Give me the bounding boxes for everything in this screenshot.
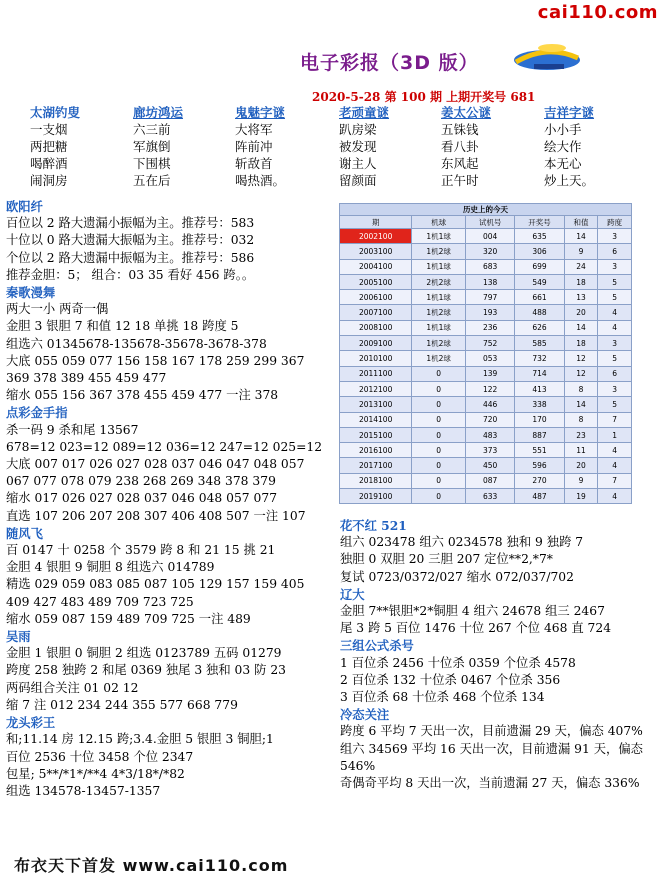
riddle-text: 阵前冲 xyxy=(235,139,273,154)
section-line: 409 427 483 489 709 723 725 xyxy=(6,594,194,609)
right-column xyxy=(340,517,660,792)
history-cell: 0 xyxy=(412,381,466,396)
history-cell: 14 xyxy=(564,320,598,335)
footer: 布衣天下首发 www.cai110.com xyxy=(14,856,289,875)
section-line: 组选 134578-13457-1357 xyxy=(6,783,161,798)
section-line: 缩水 059 087 159 489 709 725 一注 489 xyxy=(6,611,251,626)
history-cell: 0 xyxy=(412,397,466,412)
history-cell: 2004100 xyxy=(340,259,412,274)
history-cell: 20 xyxy=(564,305,598,320)
history-cell: 0 xyxy=(412,443,466,458)
history-cell: 4 xyxy=(598,305,632,320)
history-cell: 5 xyxy=(598,290,632,305)
riddle-text: 斩敌首 xyxy=(235,156,273,171)
history-cell: 7 xyxy=(598,412,632,427)
history-cell: 720 xyxy=(465,412,514,427)
history-cell: 1 xyxy=(598,427,632,442)
history-cell: 270 xyxy=(515,473,564,488)
history-cell: 087 xyxy=(465,473,514,488)
section-line: 和;11.14 房 12.15 跨;3.4.金胆 5 银胆 3 铜胆;1 xyxy=(6,732,274,747)
history-cell: 12 xyxy=(564,366,598,381)
section-line: 杀一码 9 杀和尾 13567 xyxy=(6,422,139,437)
history-header-cell: 和值 xyxy=(564,216,598,229)
site-url: cai110.com xyxy=(537,2,658,23)
section-line: 包星; 5**/*1*/**4 4*3/18*/*82 xyxy=(6,766,185,781)
history-caption: 历史上的今天 xyxy=(340,204,632,216)
history-row xyxy=(340,229,632,244)
history-cell: 0 xyxy=(412,458,466,473)
section-line: 推荐金胆：5； 组合：03 35 看好 456 跨。。 xyxy=(6,267,255,282)
section-line: 组六 023478 组六 0234578 独和 9 独跨 7 xyxy=(340,535,584,550)
section-line: 大底 055 059 077 156 158 167 178 259 299 367 xyxy=(6,353,305,368)
history-cell: 2005100 xyxy=(340,274,412,289)
section-line: 奇偶奇平均 8 天出一次，当前遗漏 27 天，偏态 336% xyxy=(340,776,640,791)
history-cell: 2016100 xyxy=(340,443,412,458)
history-row xyxy=(340,443,632,458)
riddle-text: 一支烟 xyxy=(30,122,68,137)
history-cell: 5 xyxy=(598,351,632,366)
section-line: 组选六 01345678-135678-35678-3678-378 xyxy=(6,336,267,351)
left-column xyxy=(6,198,336,800)
history-cell: 9 xyxy=(564,244,598,259)
history-row xyxy=(340,412,632,427)
riddle-author: 姜太公谜 xyxy=(441,105,492,120)
section-line: 067 077 078 079 238 268 269 348 378 379 xyxy=(6,474,276,489)
history-cell: 2002100 xyxy=(340,229,412,244)
history-row xyxy=(340,366,632,381)
section-title: 随风飞 xyxy=(6,525,43,541)
riddle-text: 军旗倒 xyxy=(133,139,171,154)
riddle-author: 廊坊鸿运 xyxy=(133,105,184,120)
history-cell: 2015100 xyxy=(340,427,412,442)
section-line: 独胆 0 双胆 20 三胆 207 定位**2,*7* xyxy=(340,552,553,567)
history-cell: 11 xyxy=(564,443,598,458)
riddle-text: 下围棋 xyxy=(133,156,171,171)
history-cell: 236 xyxy=(465,320,514,335)
history-cell: 2006100 xyxy=(340,290,412,305)
history-cell: 683 xyxy=(465,259,514,274)
history-cell: 2008100 xyxy=(340,320,412,335)
riddle-table xyxy=(30,104,640,189)
section-line: 两大一小 两奇一偶 xyxy=(6,302,109,317)
brand-logo xyxy=(512,40,582,74)
riddle-text: 炒上天。 xyxy=(544,173,595,188)
history-header-cell: 试机号 xyxy=(465,216,514,229)
history-cell: 2019100 xyxy=(340,489,412,504)
section-line: 直选 107 206 207 208 307 406 408 507 一注 107 xyxy=(6,508,306,523)
history-cell: 2011100 xyxy=(340,366,412,381)
history-cell: 138 xyxy=(465,274,514,289)
riddle-text: 绘大作 xyxy=(544,139,582,154)
history-cell: 3 xyxy=(598,229,632,244)
history-cell: 1机2球 xyxy=(412,351,466,366)
section-title: 点彩金手指 xyxy=(6,405,68,421)
section-line: 组六 34569 平均 16 天出一次，目前遗漏 91 天，偏态 546% xyxy=(340,741,643,773)
riddle-author: 鬼魅字谜 xyxy=(235,105,286,120)
riddle-author: 吉祥字谜 xyxy=(544,105,595,120)
history-cell: 1机2球 xyxy=(412,305,466,320)
history-cell: 306 xyxy=(515,244,564,259)
history-cell: 1机1球 xyxy=(412,290,466,305)
history-row xyxy=(340,427,632,442)
history-header-cell: 开奖号 xyxy=(515,216,564,229)
history-cell: 2014100 xyxy=(340,412,412,427)
history-cell: 3 xyxy=(598,336,632,351)
section-line: 金胆 3 银胆 7 和值 12 18 单挑 18 跨度 5 xyxy=(6,319,239,334)
history-cell: 170 xyxy=(515,412,564,427)
riddle-text: 本无心 xyxy=(544,156,582,171)
history-cell: 488 xyxy=(515,305,564,320)
section-line: 金胆 4 银胆 9 铜胆 8 组选六 014789 xyxy=(6,560,215,575)
history-row xyxy=(340,473,632,488)
riddle-text: 看八卦 xyxy=(441,139,479,154)
history-cell: 626 xyxy=(515,320,564,335)
history-cell: 4 xyxy=(598,458,632,473)
history-cell: 18 xyxy=(564,336,598,351)
history-cell: 9 xyxy=(564,473,598,488)
section-line: 3 百位杀 68 十位杀 468 个位杀 134 xyxy=(340,690,545,705)
riddle-text: 六三前 xyxy=(133,122,171,137)
history-cell: 19 xyxy=(564,489,598,504)
section-line: 百 0147 十 0258 个 3579 跨 8 和 21 15 挑 21 xyxy=(6,543,276,558)
history-cell: 2017100 xyxy=(340,458,412,473)
riddle-text: 五在后 xyxy=(133,173,171,188)
riddle-author: 太湖钓叟 xyxy=(30,105,81,120)
history-cell: 0 xyxy=(412,473,466,488)
history-cell: 0 xyxy=(412,412,466,427)
history-cell: 5 xyxy=(598,274,632,289)
history-cell: 1机2球 xyxy=(412,244,466,259)
section-line: 百位 2536 十位 3458 个位 2347 xyxy=(6,749,194,764)
history-cell: 2007100 xyxy=(340,305,412,320)
history-cell: 3 xyxy=(598,259,632,274)
riddle-text: 两把糖 xyxy=(30,139,68,154)
history-row xyxy=(340,458,632,473)
history-cell: 338 xyxy=(515,397,564,412)
history-cell: 8 xyxy=(564,381,598,396)
section-line: 大底 007 017 026 027 028 037 046 047 048 057 xyxy=(6,457,305,472)
history-row xyxy=(340,305,632,320)
history-cell: 14 xyxy=(564,397,598,412)
riddle-text: 谢主人 xyxy=(339,156,377,171)
section-line: 十位以 0 路大遗漏大振幅为主。推荐号：032 xyxy=(6,233,255,248)
history-cell: 139 xyxy=(465,366,514,381)
history-cell: 596 xyxy=(515,458,564,473)
section-title: 秦歌漫舞 xyxy=(6,285,56,301)
history-cell: 1机2球 xyxy=(412,336,466,351)
section-line: 尾 3 跨 5 百位 1476 十位 267 个位 468 直 724 xyxy=(340,621,612,636)
history-cell: 2009100 xyxy=(340,336,412,351)
riddle-text: 大将军 xyxy=(235,122,273,137)
history-row xyxy=(340,397,632,412)
history-cell: 6 xyxy=(598,244,632,259)
history-cell: 487 xyxy=(515,489,564,504)
riddle-author: 老顽童谜 xyxy=(339,105,390,120)
history-cell: 633 xyxy=(465,489,514,504)
section-title: 吴雨 xyxy=(6,629,31,645)
history-cell: 12 xyxy=(564,351,598,366)
riddle-header-row xyxy=(30,104,640,121)
section-title: 冷态关注 xyxy=(340,707,390,723)
history-cell: 413 xyxy=(515,381,564,396)
riddle-text: 闹洞房 xyxy=(30,173,68,188)
history-row xyxy=(340,259,632,274)
history-cell: 483 xyxy=(465,427,514,442)
section-line: 缩 7 注 012 234 244 355 577 668 779 xyxy=(6,697,238,712)
riddle-text: 正午时 xyxy=(441,173,479,188)
history-header-cell: 机球 xyxy=(412,216,466,229)
history-cell: 24 xyxy=(564,259,598,274)
history-row xyxy=(340,290,632,305)
section-line: 跨度 6 平均 7 天出一次，目前遗漏 29 天，偏态 407% xyxy=(340,724,643,739)
riddle-row xyxy=(30,121,640,138)
history-cell: 1机1球 xyxy=(412,320,466,335)
history-cell: 585 xyxy=(515,336,564,351)
history-cell: 714 xyxy=(515,366,564,381)
riddle-row xyxy=(30,172,640,189)
section-line: 复试 0723/0372/027 缩水 072/037/702 xyxy=(340,569,574,584)
history-cell: 4 xyxy=(598,443,632,458)
history-cell: 8 xyxy=(564,412,598,427)
page-title: 电子彩报（3D 版） xyxy=(300,52,479,74)
history-cell: 373 xyxy=(465,443,514,458)
history-cell: 053 xyxy=(465,351,514,366)
section-line: 缩水 055 156 367 378 455 459 477 一注 378 xyxy=(6,388,279,403)
history-cell: 551 xyxy=(515,443,564,458)
history-cell: 7 xyxy=(598,473,632,488)
issue-info: 2020-5-28 第 100 期 上期开奖号 681 xyxy=(312,90,536,104)
history-row xyxy=(340,489,632,504)
history-row xyxy=(340,320,632,335)
section-line: 1 百位杀 2456 十位杀 0359 个位杀 4578 xyxy=(340,655,576,670)
history-cell: 2012100 xyxy=(340,381,412,396)
riddle-text: 留颜面 xyxy=(339,173,377,188)
history-row xyxy=(340,274,632,289)
history-cell: 635 xyxy=(515,229,564,244)
history-cell: 2010100 xyxy=(340,351,412,366)
history-cell: 0 xyxy=(412,427,466,442)
history-row xyxy=(340,244,632,259)
section-line: 跨度 258 独跨 2 和尾 0369 独尾 3 独和 03 防 23 xyxy=(6,663,286,678)
history-cell: 193 xyxy=(465,305,514,320)
history-cell: 797 xyxy=(465,290,514,305)
riddle-text: 趴房梁 xyxy=(339,122,377,137)
history-cell: 1机1球 xyxy=(412,229,466,244)
section-title: 三组公式杀号 xyxy=(340,638,414,654)
section-title: 辽大 xyxy=(340,586,365,602)
history-cell: 13 xyxy=(564,290,598,305)
history-cell: 1机1球 xyxy=(412,259,466,274)
section-line: 2 百位杀 132 十位杀 0467 个位杀 356 xyxy=(340,672,561,687)
section-line: 369 378 389 455 459 477 xyxy=(6,371,167,386)
history-cell: 18 xyxy=(564,274,598,289)
section-line: 678=12 023=12 089=12 036=12 247=12 025=12 xyxy=(6,439,323,454)
section-line: 金胆 7**银胆*2*铜胆 4 组六 24678 组三 2467 xyxy=(340,604,605,619)
history-row xyxy=(340,381,632,396)
history-cell: 0 xyxy=(412,366,466,381)
history-cell: 732 xyxy=(515,351,564,366)
history-cell: 20 xyxy=(564,458,598,473)
riddle-text: 被发现 xyxy=(339,139,377,154)
history-cell: 122 xyxy=(465,381,514,396)
riddle-text: 喝醉酒 xyxy=(30,156,68,171)
riddle-row xyxy=(30,138,640,155)
history-row xyxy=(340,336,632,351)
riddle-text: 小小手 xyxy=(544,122,582,137)
history-cell: 2018100 xyxy=(340,473,412,488)
riddle-text: 喝热酒。 xyxy=(235,173,286,188)
history-cell: 320 xyxy=(465,244,514,259)
history-cell: 2013100 xyxy=(340,397,412,412)
section-line: 缩水 017 026 027 028 037 046 048 057 077 xyxy=(6,491,278,506)
history-cell: 2003100 xyxy=(340,244,412,259)
history-cell: 0 xyxy=(412,489,466,504)
history-cell: 4 xyxy=(598,320,632,335)
history-cell: 661 xyxy=(515,290,564,305)
history-cell: 4 xyxy=(598,489,632,504)
riddle-text: 东风起 xyxy=(441,156,479,171)
history-cell: 5 xyxy=(598,397,632,412)
section-title: 花不红 521 xyxy=(340,518,407,533)
history-cell: 887 xyxy=(515,427,564,442)
section-line: 百位以 2 路大遗漏小振幅为主。推荐号：583 xyxy=(6,216,255,231)
history-cell: 450 xyxy=(465,458,514,473)
history-cell: 752 xyxy=(465,336,514,351)
section-line: 精选 029 059 083 085 087 105 129 157 159 405 xyxy=(6,577,305,592)
history-cell: 549 xyxy=(515,274,564,289)
history-cell: 699 xyxy=(515,259,564,274)
history-cell: 004 xyxy=(465,229,514,244)
history-cell: 6 xyxy=(598,366,632,381)
section-title: 欧阳纤 xyxy=(6,199,43,214)
history-cell: 446 xyxy=(465,397,514,412)
riddle-text: 五铢钱 xyxy=(441,122,479,137)
history-cell: 3 xyxy=(598,381,632,396)
section-line: 两码组合关注 01 02 12 xyxy=(6,680,139,695)
riddle-row xyxy=(30,155,640,172)
history-cell: 2机2球 xyxy=(412,274,466,289)
history-table xyxy=(339,203,632,504)
history-row xyxy=(340,351,632,366)
section-title: 龙头彩王 xyxy=(6,715,56,731)
history-header-cell: 跨度 xyxy=(598,216,632,229)
section-line: 个位以 2 路大遗漏中振幅为主。推荐号：586 xyxy=(6,250,255,265)
history-cell: 23 xyxy=(564,427,598,442)
history-header-cell: 期 xyxy=(340,216,412,229)
history-cell: 14 xyxy=(564,229,598,244)
section-line: 金胆 1 银胆 0 铜胆 2 组选 0123789 五码 01279 xyxy=(6,646,282,661)
